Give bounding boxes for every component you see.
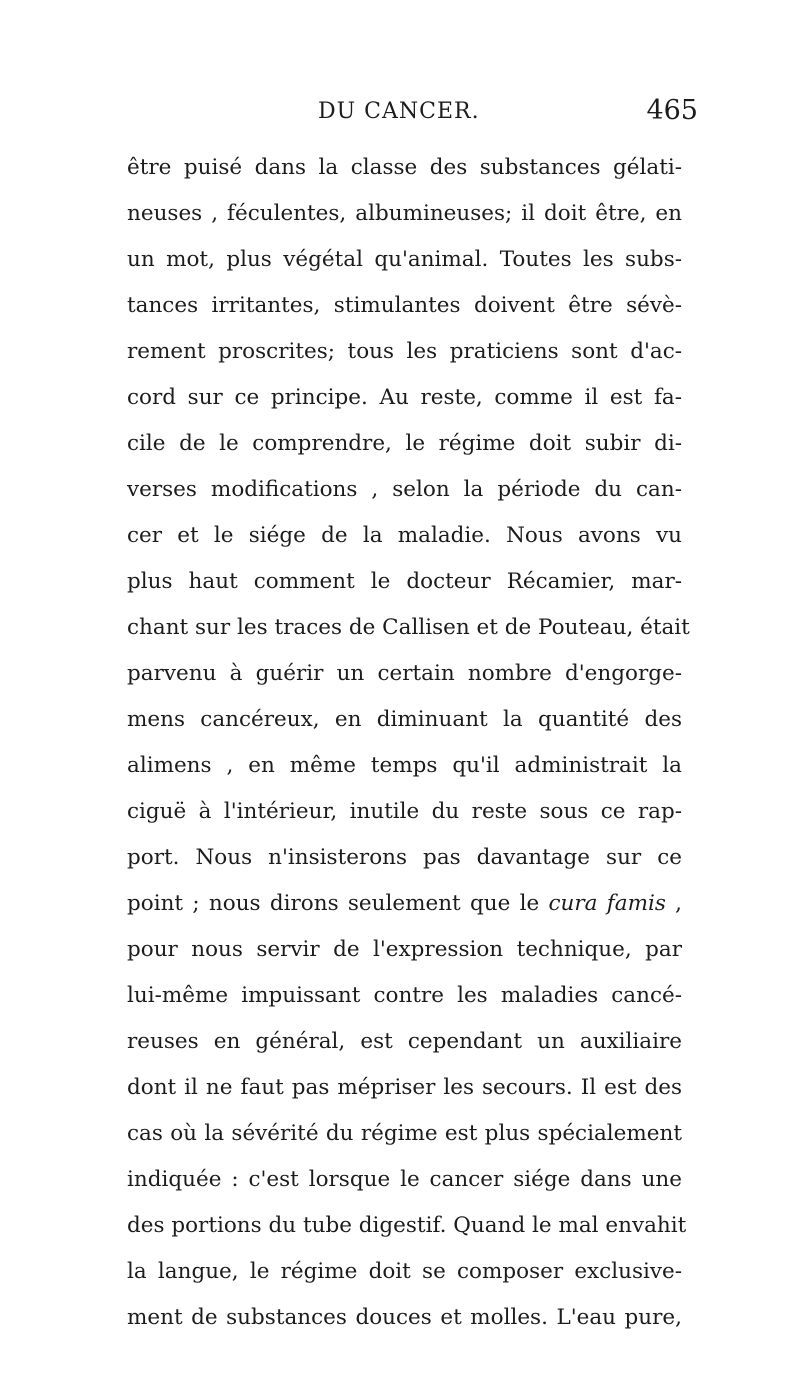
text-segment: point ; nous dirons seulement que le bbox=[127, 891, 549, 916]
text-line: cas où la sévérité du régime est plus spécialement bbox=[127, 1121, 682, 1146]
text-line: être puisé dans la classe des substances gélati- bbox=[127, 155, 682, 180]
text-line: parvenu à guérir un certain nombre d'engorge- bbox=[127, 661, 682, 686]
text-line: cile de le comprendre, le régime doit subir di- bbox=[127, 431, 682, 456]
body-text bbox=[127, 145, 690, 1341]
text-line: tances irritantes, stimulantes doivent être sévè- bbox=[127, 293, 682, 318]
text-line: alimens , en même temps qu'il administrait la bbox=[127, 753, 682, 778]
text-line: ciguë à l'intérieur, inutile du reste sous ce rap- bbox=[127, 799, 682, 824]
text-line-with-italic bbox=[127, 881, 682, 927]
text-line: rement proscrites; tous les praticiens sont d'ac- bbox=[127, 339, 682, 364]
text-line: un mot, plus végétal qu'animal. Toutes les subs- bbox=[127, 247, 682, 272]
text-segment: , bbox=[665, 891, 683, 916]
page-header bbox=[318, 95, 698, 131]
text-line: dont il ne faut pas mépriser les secours. Il est des bbox=[127, 1075, 682, 1100]
text-line: port. Nous n'insisterons pas davantage sur ce bbox=[127, 845, 682, 870]
text-line: cord sur ce principe. Au reste, comme il est fa- bbox=[127, 385, 682, 410]
text-line: reuses en général, est cependant un auxiliaire bbox=[127, 1029, 682, 1054]
text-line: des portions du tube digestif. Quand le mal envahit bbox=[127, 1213, 687, 1238]
running-head: DU CANCER. bbox=[318, 99, 480, 124]
page-number: 465 bbox=[646, 95, 698, 126]
text-line: pour nous servir de l'expression technique, par bbox=[127, 937, 682, 962]
text-line: mens cancéreux, en diminuant la quantité des bbox=[127, 707, 682, 732]
text-line: indiquée : c'est lorsque le cancer siége dans une bbox=[127, 1167, 682, 1192]
text-line: ment de substances douces et molles. L'eau pure, bbox=[127, 1305, 682, 1330]
italic-latin-phrase: cura famis bbox=[548, 891, 666, 916]
text-line: cer et le siége de la maladie. Nous avons vu bbox=[127, 523, 682, 548]
text-line: verses modifications , selon la période du can- bbox=[127, 477, 682, 502]
text-line: lui-même impuissant contre les maladies cancé- bbox=[127, 983, 682, 1008]
text-line: la langue, le régime doit se composer exclusive- bbox=[127, 1259, 682, 1284]
text-line: neuses , féculentes, albumineuses; il doit être, en bbox=[127, 201, 682, 226]
text-line: plus haut comment le docteur Récamier, mar- bbox=[127, 569, 682, 594]
text-line: chant sur les traces de Callisen et de Pouteau, était bbox=[127, 615, 690, 640]
